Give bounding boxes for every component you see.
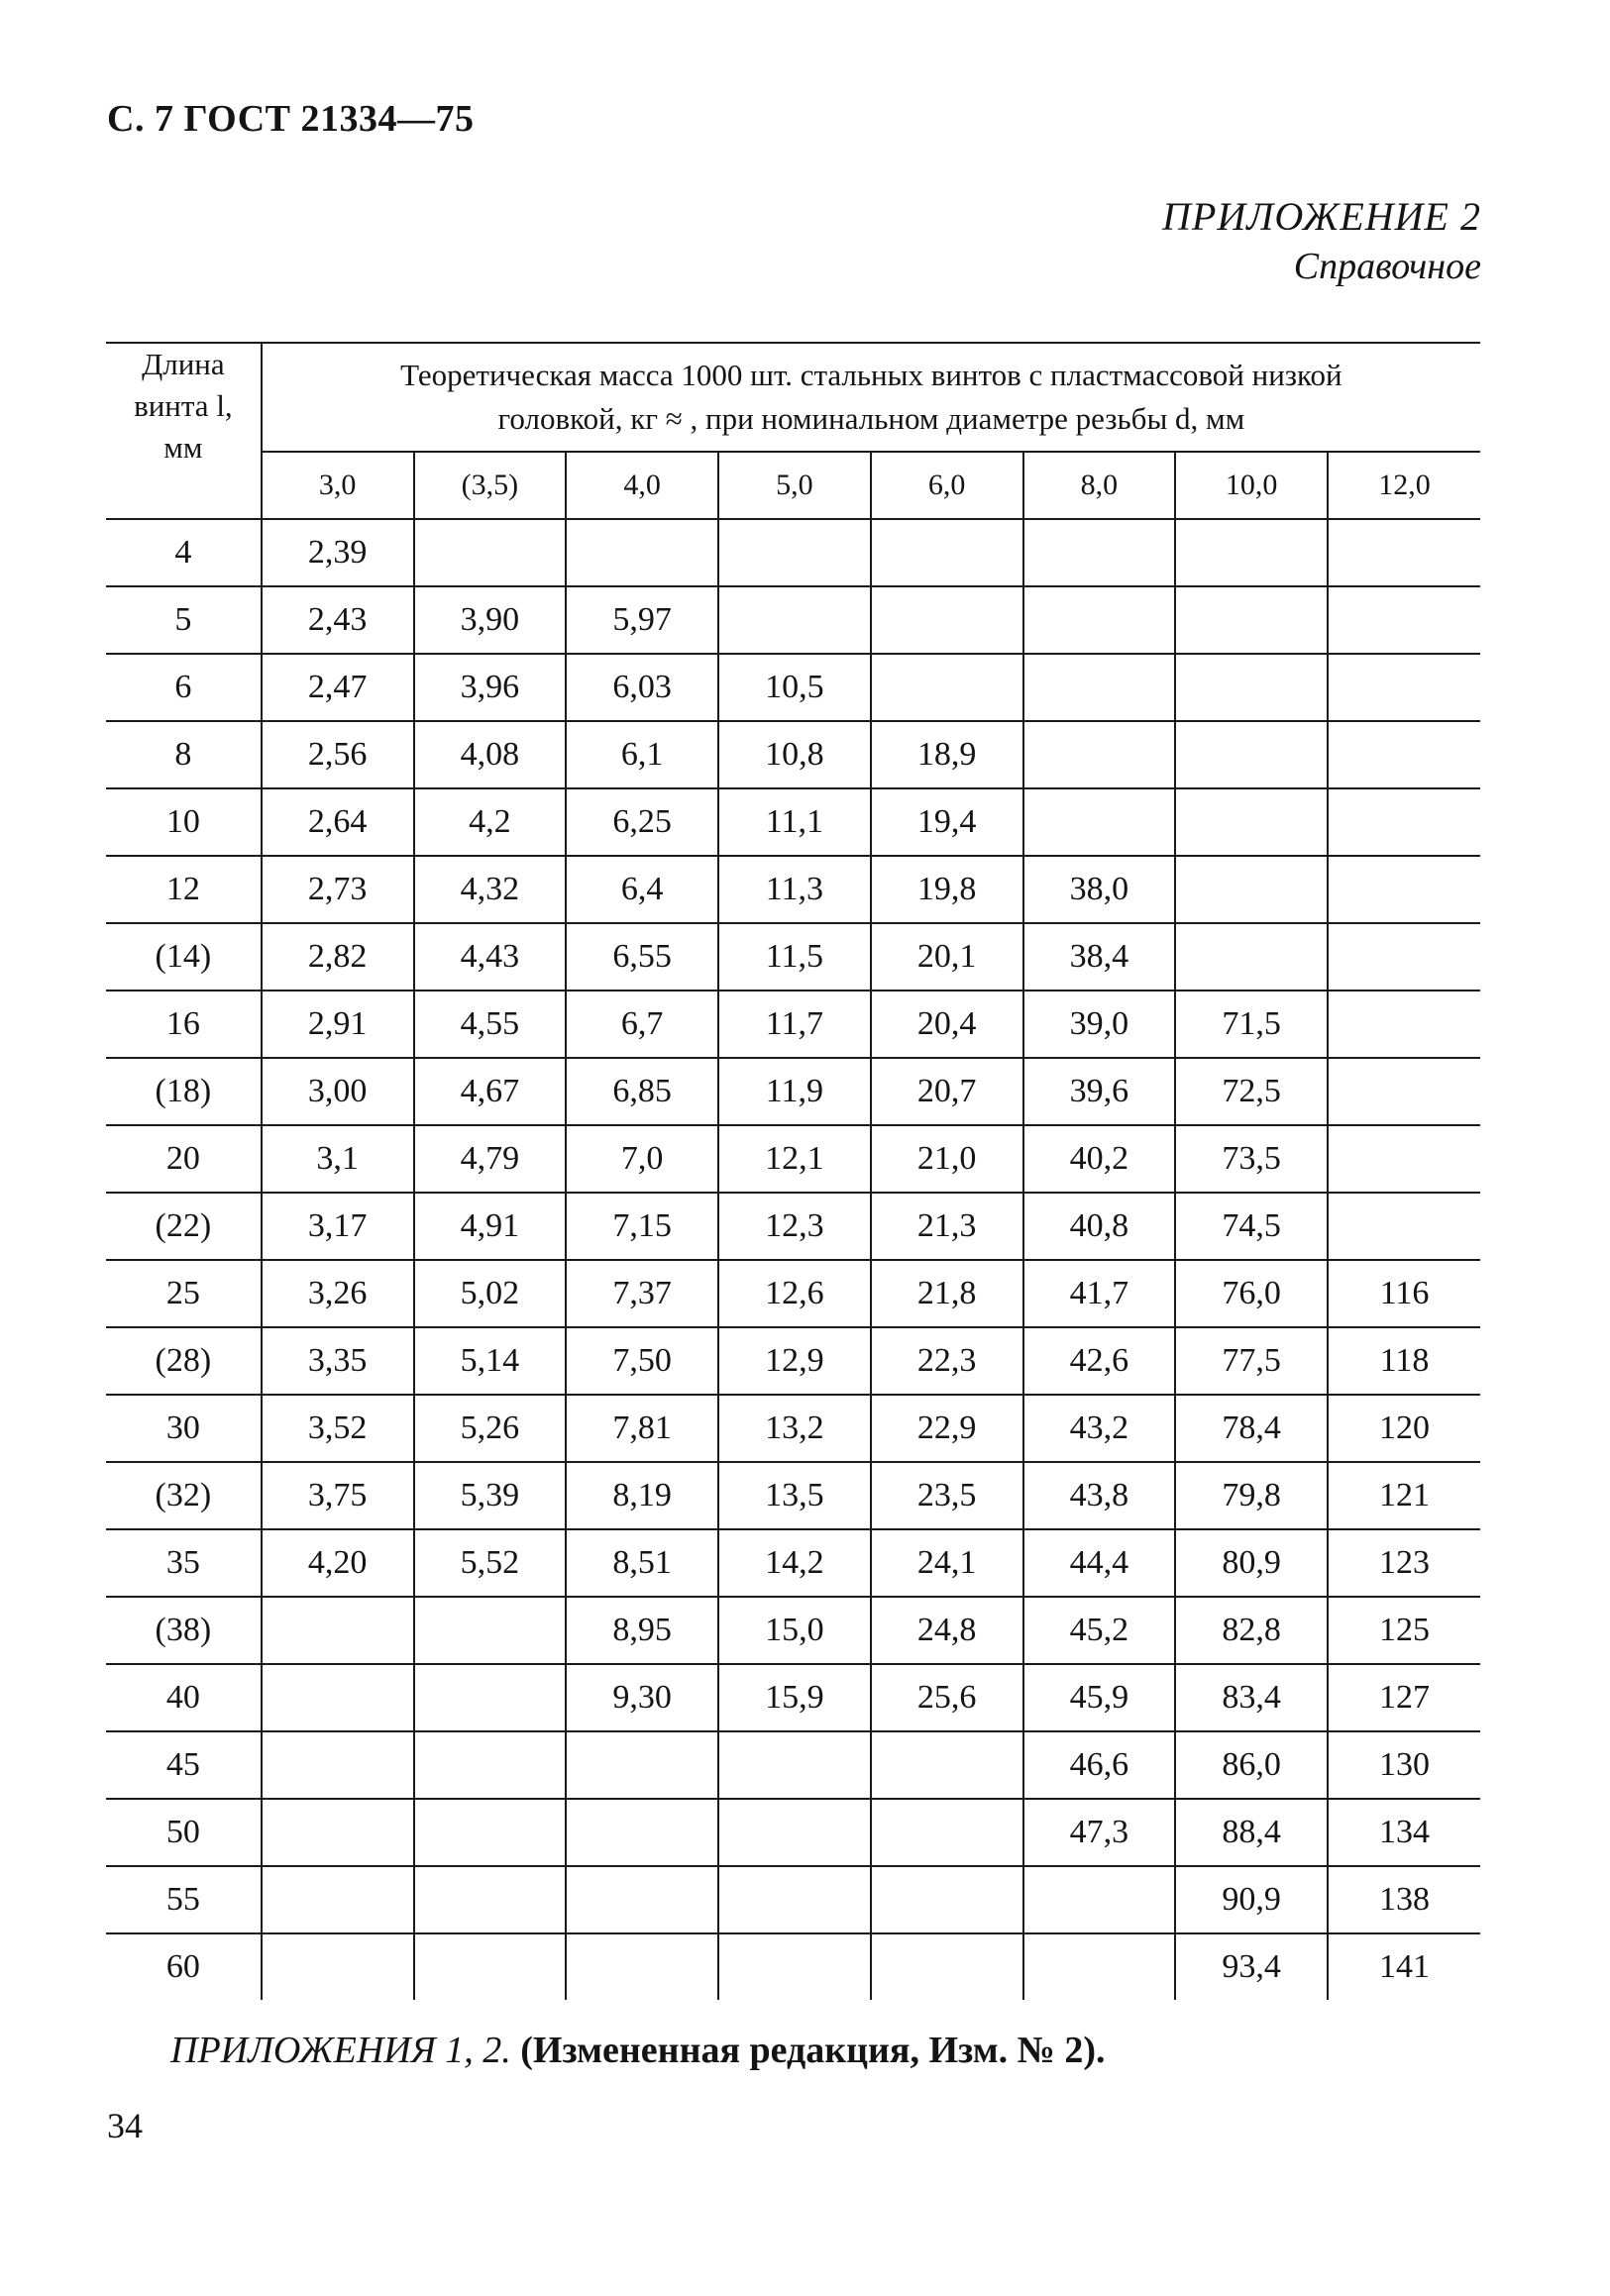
mass-cell: 20,1 [871, 923, 1023, 991]
mass-cell: 11,3 [718, 856, 871, 923]
diameter-header: (3,5) [414, 452, 567, 519]
mass-header-line: головкой, кг ≈ , при номинальном диаметре резьбы d, мм [497, 401, 1245, 436]
mass-cell [718, 1933, 871, 2000]
mass-cell: 11,9 [718, 1058, 871, 1125]
length-cell: (38) [106, 1597, 262, 1664]
length-cell: 4 [106, 519, 262, 586]
mass-cell: 4,32 [414, 856, 567, 923]
mass-cell: 127 [1328, 1664, 1480, 1731]
table-row [106, 1529, 1480, 1597]
appendix-subtitle: Справочное [1293, 246, 1481, 287]
mass-cell [718, 1731, 871, 1799]
diameter-header: 12,0 [1328, 452, 1480, 519]
mass-cell [871, 1866, 1023, 1933]
mass-cell [1023, 1933, 1176, 2000]
length-cell: (28) [106, 1327, 262, 1395]
mass-cell: 23,5 [871, 1462, 1023, 1529]
mass-cell: 90,9 [1175, 1866, 1328, 1933]
mass-cell: 21,0 [871, 1125, 1023, 1193]
mass-cell [414, 1866, 567, 1933]
mass-cell: 121 [1328, 1462, 1480, 1529]
mass-cell [871, 1933, 1023, 2000]
mass-cell: 93,4 [1175, 1933, 1328, 2000]
diameter-header: 6,0 [871, 452, 1023, 519]
mass-cell [1023, 788, 1176, 856]
mass-table [106, 342, 1480, 2000]
mass-cell: 10,8 [718, 721, 871, 788]
mass-cell: 47,3 [1023, 1799, 1176, 1866]
mass-column-header [262, 343, 1480, 452]
mass-cell: 22,3 [871, 1327, 1023, 1395]
mass-cell: 3,26 [262, 1260, 414, 1327]
mass-cell: 43,8 [1023, 1462, 1176, 1529]
mass-cell [1328, 856, 1480, 923]
mass-cell [871, 1799, 1023, 1866]
table-row [106, 1260, 1480, 1327]
mass-cell: 18,9 [871, 721, 1023, 788]
mass-cell: 15,0 [718, 1597, 871, 1664]
mass-cell: 11,5 [718, 923, 871, 991]
mass-cell: 5,52 [414, 1529, 567, 1597]
mass-cell [1328, 923, 1480, 991]
mass-cell [1175, 519, 1328, 586]
mass-cell: 116 [1328, 1260, 1480, 1327]
mass-cell [871, 1731, 1023, 1799]
mass-cell [871, 519, 1023, 586]
mass-cell [566, 1799, 718, 1866]
mass-cell [262, 1731, 414, 1799]
length-cell: (14) [106, 923, 262, 991]
table-row [106, 586, 1480, 654]
mass-cell: 4,20 [262, 1529, 414, 1597]
mass-cell [1328, 991, 1480, 1058]
mass-cell [1175, 856, 1328, 923]
mass-cell [1023, 721, 1176, 788]
mass-cell [566, 1866, 718, 1933]
mass-cell: 3,90 [414, 586, 567, 654]
mass-cell [1175, 586, 1328, 654]
length-cell: 40 [106, 1664, 262, 1731]
mass-cell [414, 1731, 567, 1799]
mass-cell: 11,7 [718, 991, 871, 1058]
mass-cell: 7,37 [566, 1260, 718, 1327]
mass-cell: 19,8 [871, 856, 1023, 923]
mass-cell: 45,2 [1023, 1597, 1176, 1664]
length-cell: 8 [106, 721, 262, 788]
mass-cell: 6,7 [566, 991, 718, 1058]
table-row [106, 654, 1480, 721]
mass-cell: 88,4 [1175, 1799, 1328, 1866]
mass-cell: 5,97 [566, 586, 718, 654]
mass-cell: 3,52 [262, 1395, 414, 1462]
mass-cell: 130 [1328, 1731, 1480, 1799]
mass-cell: 20,7 [871, 1058, 1023, 1125]
mass-cell [262, 1597, 414, 1664]
mass-cell: 5,39 [414, 1462, 567, 1529]
table-row [106, 788, 1480, 856]
mass-cell: 5,26 [414, 1395, 567, 1462]
length-cell: 6 [106, 654, 262, 721]
mass-cell: 6,25 [566, 788, 718, 856]
mass-cell: 138 [1328, 1866, 1480, 1933]
table-row [106, 991, 1480, 1058]
mass-cell [262, 1799, 414, 1866]
mass-cell: 44,4 [1023, 1529, 1176, 1597]
mass-cell: 24,8 [871, 1597, 1023, 1664]
appendix-heading [1162, 192, 1481, 291]
mass-cell: 4,55 [414, 991, 567, 1058]
mass-cell [1328, 788, 1480, 856]
mass-cell: 7,0 [566, 1125, 718, 1193]
mass-cell: 2,64 [262, 788, 414, 856]
mass-cell: 83,4 [1175, 1664, 1328, 1731]
mass-cell: 21,8 [871, 1260, 1023, 1327]
table-row [106, 519, 1480, 586]
mass-cell: 40,8 [1023, 1193, 1176, 1260]
mass-cell [414, 1799, 567, 1866]
page-number: 34 [107, 2106, 143, 2145]
mass-cell: 3,96 [414, 654, 567, 721]
mass-cell [262, 1664, 414, 1731]
mass-cell: 71,5 [1175, 991, 1328, 1058]
mass-cell: 6,85 [566, 1058, 718, 1125]
mass-cell: 74,5 [1175, 1193, 1328, 1260]
mass-cell: 6,55 [566, 923, 718, 991]
mass-cell: 82,8 [1175, 1597, 1328, 1664]
table-row [106, 1866, 1480, 1933]
mass-cell: 13,2 [718, 1395, 871, 1462]
mass-cell: 4,2 [414, 788, 567, 856]
mass-cell [718, 1866, 871, 1933]
mass-cell: 4,79 [414, 1125, 567, 1193]
mass-cell: 141 [1379, 1948, 1430, 1985]
mass-cell [1328, 721, 1480, 788]
mass-cell: 20,4 [871, 991, 1023, 1058]
table-row [106, 1058, 1480, 1125]
mass-cell [414, 1664, 567, 1731]
mass-cell: 77,5 [1175, 1327, 1328, 1395]
mass-cell: 46,6 [1023, 1731, 1176, 1799]
mass-cell: 2,91 [262, 991, 414, 1058]
mass-cell: 12,9 [718, 1327, 871, 1395]
mass-cell: 118 [1328, 1327, 1480, 1395]
mass-cell [262, 1866, 414, 1933]
amendment-note-ref: ПРИЛОЖЕНИЯ 1, 2. [170, 2030, 511, 2071]
mass-cell [414, 519, 567, 586]
diameter-header: 8,0 [1023, 452, 1176, 519]
mass-cell [1328, 1193, 1480, 1260]
mass-cell: 6,4 [566, 856, 718, 923]
table-row [106, 1395, 1480, 1462]
diameter-header: 5,0 [718, 452, 871, 519]
page-title: С. 7 ГОСТ 21334—75 [107, 98, 475, 140]
mass-cell: 4,67 [414, 1058, 567, 1125]
mass-cell [718, 519, 871, 586]
mass-cell: 38,0 [1023, 856, 1176, 923]
table-row [106, 1327, 1480, 1395]
length-cell: (32) [106, 1462, 262, 1529]
length-cell: 25 [106, 1260, 262, 1327]
mass-cell [1328, 519, 1480, 586]
length-cell: 20 [106, 1125, 262, 1193]
mass-cell: 5,14 [414, 1327, 567, 1395]
mass-header-line: Теоретическая масса 1000 шт. стальных винтов с пластмассовой низкой [400, 358, 1342, 392]
mass-cell: 4,43 [414, 923, 567, 991]
length-cell: 60 [106, 1933, 262, 2000]
mass-cell [1023, 1866, 1176, 1933]
mass-cell: 2,39 [262, 519, 414, 586]
mass-cell [718, 586, 871, 654]
mass-cell [871, 586, 1023, 654]
mass-cell: 134 [1328, 1799, 1480, 1866]
mass-cell: 73,5 [1175, 1125, 1328, 1193]
mass-cell [414, 1597, 567, 1664]
mass-cell: 10,5 [718, 654, 871, 721]
diameter-header: 4,0 [566, 452, 718, 519]
mass-cell: 72,5 [1175, 1058, 1328, 1125]
mass-cell: 125 [1328, 1597, 1480, 1664]
mass-cell: 42,6 [1023, 1327, 1176, 1395]
mass-cell: 3,00 [262, 1058, 414, 1125]
length-cell: 50 [106, 1799, 262, 1866]
mass-cell [718, 1799, 871, 1866]
length-cell: 45 [106, 1731, 262, 1799]
length-column-header [106, 343, 262, 519]
diameter-header: 10,0 [1175, 452, 1328, 519]
mass-cell: 13,5 [718, 1462, 871, 1529]
mass-cell: 9,30 [566, 1664, 718, 1731]
length-cell: 30 [106, 1395, 262, 1462]
mass-cell: 19,4 [871, 788, 1023, 856]
length-header-line: Длина [142, 347, 225, 381]
table-row [106, 1462, 1480, 1529]
table-row [106, 1193, 1480, 1260]
mass-cell: 6,03 [566, 654, 718, 721]
mass-cell: 8,95 [566, 1597, 718, 1664]
mass-cell [566, 519, 718, 586]
mass-cell: 3,1 [262, 1125, 414, 1193]
mass-cell: 4,08 [414, 721, 567, 788]
length-cell: 12 [106, 856, 262, 923]
mass-cell [1023, 519, 1176, 586]
length-header-line: винта l, [134, 388, 233, 423]
mass-cell: 8,19 [566, 1462, 718, 1529]
mass-cell: 15,9 [718, 1664, 871, 1731]
table-row [106, 1933, 1480, 2000]
mass-cell [1328, 654, 1480, 721]
mass-cell: 45,9 [1023, 1664, 1176, 1731]
mass-cell: 38,4 [1023, 923, 1176, 991]
mass-cell [1023, 654, 1176, 721]
mass-cell: 21,3 [871, 1193, 1023, 1260]
mass-cell [1328, 1125, 1480, 1193]
mass-cell: 8,51 [566, 1529, 718, 1597]
mass-cell: 123 [1328, 1529, 1480, 1597]
mass-cell: 78,4 [1175, 1395, 1328, 1462]
mass-cell: 2,73 [262, 856, 414, 923]
mass-cell [1328, 586, 1480, 654]
table-row [106, 923, 1480, 991]
length-cell: 16 [106, 991, 262, 1058]
mass-cell: 76,0 [1175, 1260, 1328, 1327]
table-row [106, 1799, 1480, 1866]
appendix-title: ПРИЛОЖЕНИЕ 2 [1162, 194, 1481, 239]
mass-cell: 3,75 [262, 1462, 414, 1529]
mass-cell [1328, 1058, 1480, 1125]
mass-cell: 2,47 [262, 654, 414, 721]
mass-cell: 80,9 [1175, 1529, 1328, 1597]
mass-cell: 4,91 [414, 1193, 567, 1260]
mass-cell [1175, 654, 1328, 721]
mass-cell: 3,35 [262, 1327, 414, 1395]
length-cell: 55 [106, 1866, 262, 1933]
mass-cell: 41,7 [1023, 1260, 1176, 1327]
mass-cell: 7,15 [566, 1193, 718, 1260]
mass-cell: 12,6 [718, 1260, 871, 1327]
table-row [106, 1664, 1480, 1731]
length-cell: (18) [106, 1058, 262, 1125]
mass-cell: 14,2 [718, 1529, 871, 1597]
mass-cell: 2,56 [262, 721, 414, 788]
mass-cell: 12,1 [718, 1125, 871, 1193]
amendment-note [170, 2029, 1106, 2072]
mass-cell: 79,8 [1175, 1462, 1328, 1529]
length-cell: 5 [106, 586, 262, 654]
mass-cell [1023, 586, 1176, 654]
table-row [106, 721, 1480, 788]
mass-cell: 5,02 [414, 1260, 567, 1327]
mass-cell: 39,6 [1023, 1058, 1176, 1125]
mass-cell: 2,43 [262, 586, 414, 654]
mass-cell [414, 1933, 567, 2000]
length-cell: 35 [106, 1529, 262, 1597]
table-row [106, 1597, 1480, 1664]
mass-cell: 40,2 [1023, 1125, 1176, 1193]
mass-cell: 24,1 [871, 1529, 1023, 1597]
mass-cell: 7,50 [566, 1327, 718, 1395]
mass-cell: 25,6 [871, 1664, 1023, 1731]
mass-cell [1175, 788, 1328, 856]
table-row [106, 1125, 1480, 1193]
mass-cell: 43,2 [1023, 1395, 1176, 1462]
mass-cell: 6,1 [566, 721, 718, 788]
mass-cell: 12,3 [718, 1193, 871, 1260]
amendment-note-text: (Измененная редакция, Изм. № 2). [520, 2030, 1106, 2071]
mass-cell [1175, 923, 1328, 991]
table-row [106, 856, 1480, 923]
mass-cell: 120 [1328, 1395, 1480, 1462]
length-header-line: мм [163, 430, 203, 465]
mass-cell: 3,17 [262, 1193, 414, 1260]
length-cell: 10 [106, 788, 262, 856]
mass-cell: 22,9 [871, 1395, 1023, 1462]
mass-cell: 86,0 [1175, 1731, 1328, 1799]
mass-cell [566, 1933, 718, 2000]
mass-cell [1175, 721, 1328, 788]
mass-cell [262, 1933, 414, 2000]
mass-cell [871, 654, 1023, 721]
diameter-header: 3,0 [262, 452, 414, 519]
mass-cell: 2,82 [262, 923, 414, 991]
mass-cell [566, 1731, 718, 1799]
mass-cell: 11,1 [718, 788, 871, 856]
mass-cell: 39,0 [1023, 991, 1176, 1058]
length-cell: (22) [106, 1193, 262, 1260]
table-row [106, 1731, 1480, 1799]
mass-cell: 7,81 [566, 1395, 718, 1462]
